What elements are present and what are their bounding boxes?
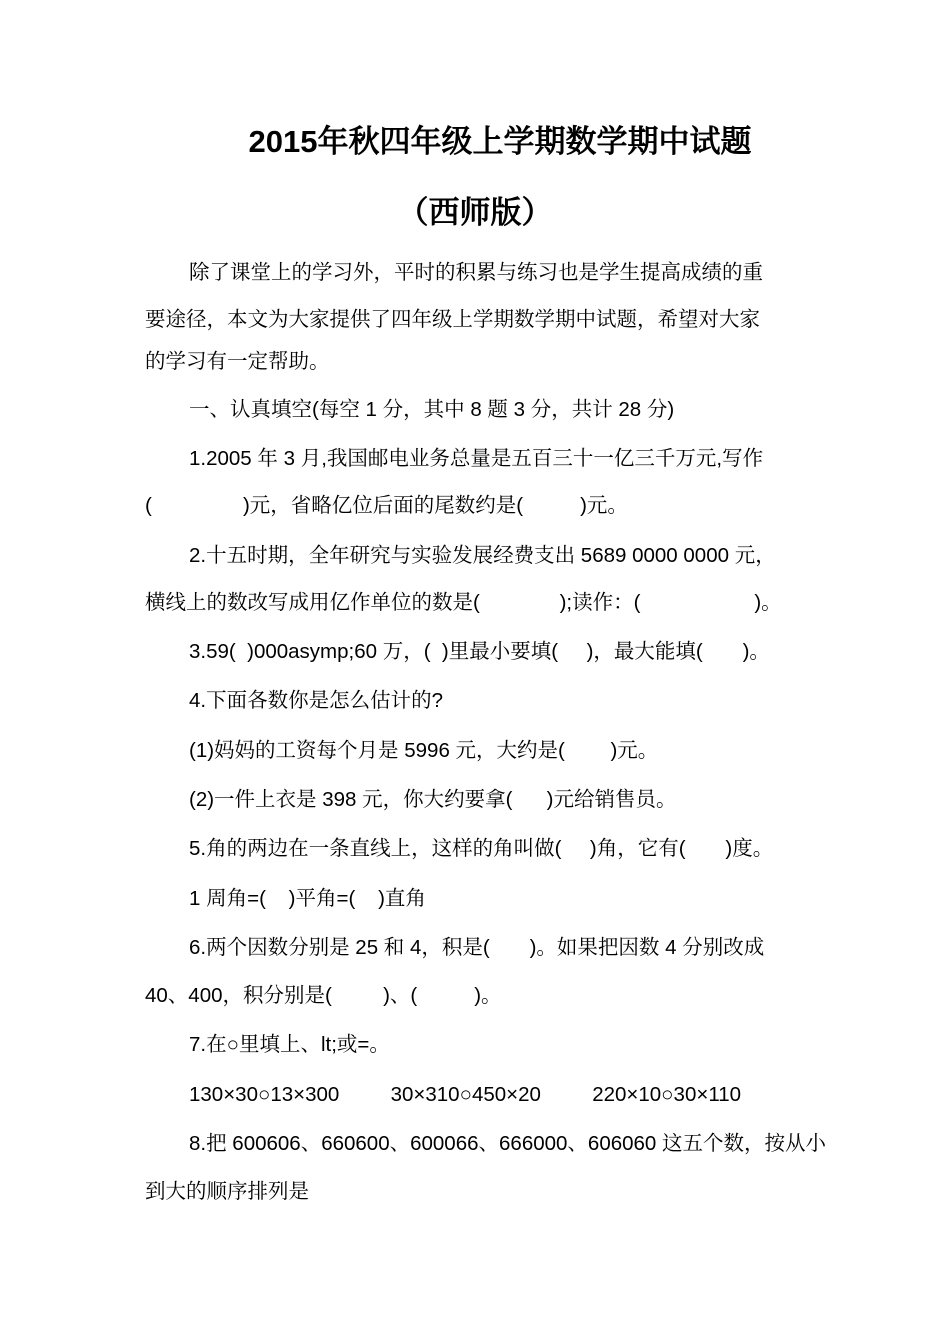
question-7: 7.在○里填上、lt;或=。 — [189, 1033, 390, 1056]
question-6-line-2: 40、400，积分别是( )、( )。 — [145, 984, 502, 1007]
question-4-part-2: (2)一件上衣是 398 元，你大约要拿( )元给销售员。 — [189, 788, 677, 811]
question-7-items: 130×30○13×300 30×310○450×20 220×10○30×110 — [189, 1083, 742, 1106]
question-5: 5.角的两边在一条直线上，这样的角叫做( )角，它有( )度。 — [189, 837, 774, 860]
section-heading: 一、认真填空(每空 1 分，其中 8 题 3 分，共计 28 分) — [189, 398, 675, 421]
intro-line-3: 的学习有一定帮助。 — [145, 350, 330, 373]
question-5-sub: 1 周角=( )平角=( )直角 — [189, 887, 426, 910]
question-2-line-1: 2.十五时期，全年研究与实验发展经费支出 5689 0000 0000 元， — [189, 544, 776, 567]
question-4-part-1: (1)妈妈的工资每个月是 5996 元，大约是( )元。 — [189, 739, 659, 762]
question-8-line-2: 到大的顺序排列是 — [145, 1180, 309, 1203]
question-1-line-2: ( )元，省略亿位后面的尾数约是( )元。 — [145, 494, 628, 517]
intro-line-2: 要途径，本文为大家提供了四年级上学期数学期中试题，希望对大家 — [145, 308, 760, 331]
question-6-line-1: 6.两个因数分别是 25 和 4，积是( )。如果把因数 4 分别改成 — [189, 936, 765, 959]
question-2-line-2: 横线上的数改写成用亿作单位的数是( );读作：( )。 — [145, 591, 782, 614]
question-8-line-1: 8.把 600606、660600、600066、666000、606060 这五个数，按从小 — [189, 1132, 827, 1155]
question-3: 3.59( )000asymp;60 万，( )里最小要填( )，最大能填( )。 — [189, 640, 770, 663]
document-title: 2015年秋四年级上学期数学期中试题 — [248, 124, 752, 159]
intro-line-1: 除了课堂上的学习外，平时的积累与练习也是学生提高成绩的重 — [189, 261, 763, 284]
document-subtitle: （西师版） — [397, 195, 553, 230]
question-1-line-1: 1.2005 年 3 月,我国邮电业务总量是五百三十一亿三千万元,写作 — [189, 447, 764, 470]
question-4: 4.下面各数你是怎么估计的? — [189, 689, 443, 712]
